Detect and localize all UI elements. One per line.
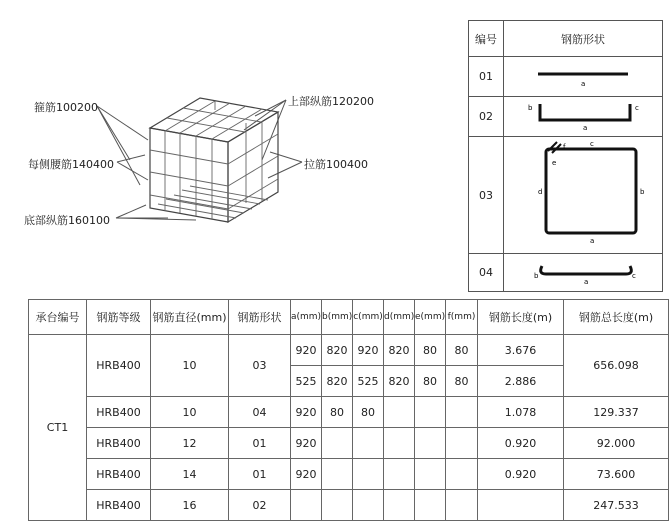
shape-num: 01 bbox=[469, 57, 504, 97]
length-cell: 3.676 bbox=[478, 335, 564, 366]
c-cell bbox=[353, 428, 384, 459]
grade-cell: HRB400 bbox=[87, 459, 151, 490]
header-diameter: 钢筋直径(mm) bbox=[151, 300, 229, 335]
d-cell bbox=[384, 459, 415, 490]
e-cell bbox=[415, 490, 446, 521]
shape-cell: 01 bbox=[229, 428, 291, 459]
b-cell: 820 bbox=[322, 366, 353, 397]
b-cell: 820 bbox=[322, 335, 353, 366]
diameter-cell: 12 bbox=[151, 428, 229, 459]
shape-diagram-04 bbox=[504, 253, 663, 291]
d-cell bbox=[384, 490, 415, 521]
header-a: a(mm) bbox=[291, 300, 322, 335]
diameter-cell: 10 bbox=[151, 335, 229, 397]
grade-cell: HRB400 bbox=[87, 428, 151, 459]
f-cell bbox=[446, 459, 478, 490]
a-cell: 920 bbox=[291, 428, 322, 459]
shape-diagram-03 bbox=[504, 137, 663, 253]
c-cell: 920 bbox=[353, 335, 384, 366]
d-cell: 820 bbox=[384, 335, 415, 366]
label-bottom-longitudinal: 底部纵筋160100 bbox=[24, 214, 110, 227]
shape-04-mark-b: b bbox=[534, 271, 539, 280]
label-tie: 拉筋100400 bbox=[304, 158, 368, 171]
header-e: e(mm) bbox=[415, 300, 446, 335]
e-cell bbox=[415, 397, 446, 428]
table-row bbox=[29, 490, 669, 521]
shape-cell: 02 bbox=[229, 490, 291, 521]
shape-row bbox=[469, 253, 663, 291]
a-cell bbox=[291, 490, 322, 521]
header-d: d(mm) bbox=[384, 300, 415, 335]
shape-04-svg bbox=[508, 256, 658, 286]
diameter-cell: 14 bbox=[151, 459, 229, 490]
header-grade: 钢筋等级 bbox=[87, 300, 151, 335]
f-cell: 80 bbox=[446, 366, 478, 397]
shape-03-mark-b: b bbox=[640, 187, 645, 196]
rebar-cage-illustration bbox=[0, 0, 460, 290]
shape-03-mark-f: f bbox=[563, 142, 566, 151]
rebar-cage-drawing bbox=[0, 0, 460, 290]
table-row bbox=[29, 397, 669, 428]
shape-table-header bbox=[469, 21, 663, 57]
c-cell bbox=[353, 490, 384, 521]
f-cell bbox=[446, 397, 478, 428]
d-cell bbox=[384, 397, 415, 428]
shape-cell: 03 bbox=[229, 335, 291, 397]
a-cell: 920 bbox=[291, 397, 322, 428]
shape-num: 03 bbox=[469, 137, 504, 253]
header-total-length: 钢筋总长度(m) bbox=[564, 300, 669, 335]
shape-table bbox=[468, 20, 663, 292]
table-row bbox=[29, 459, 669, 490]
e-cell bbox=[415, 428, 446, 459]
diameter-cell: 16 bbox=[151, 490, 229, 521]
b-cell bbox=[322, 459, 353, 490]
b-cell bbox=[322, 428, 353, 459]
total-length-cell: 73.600 bbox=[564, 459, 669, 490]
total-length-cell: 247.533 bbox=[564, 490, 669, 521]
shape-num: 04 bbox=[469, 253, 504, 291]
shape-01-mark-a: a bbox=[581, 80, 586, 89]
total-length-cell: 129.337 bbox=[564, 397, 669, 428]
shape-03-mark-e: e bbox=[552, 158, 557, 167]
shape-header-num: 编号 bbox=[469, 21, 504, 57]
label-side-waist: 每侧腰筋140400 bbox=[28, 158, 114, 171]
f-cell bbox=[446, 428, 478, 459]
platform-id-cell: CT1 bbox=[29, 335, 87, 521]
shape-01-svg bbox=[508, 60, 658, 90]
c-cell: 80 bbox=[353, 397, 384, 428]
shape-02-mark-a: a bbox=[583, 124, 588, 133]
header-c: c(mm) bbox=[353, 300, 384, 335]
length-cell: 0.920 bbox=[478, 459, 564, 490]
header-shape: 钢筋形状 bbox=[229, 300, 291, 335]
e-cell: 80 bbox=[415, 366, 446, 397]
shape-row bbox=[469, 97, 663, 137]
b-cell bbox=[322, 490, 353, 521]
total-length-cell: 92.000 bbox=[564, 428, 669, 459]
d-cell bbox=[384, 428, 415, 459]
rebar-schedule-table bbox=[28, 299, 669, 521]
total-length-cell: 656.098 bbox=[564, 335, 669, 397]
f-cell: 80 bbox=[446, 335, 478, 366]
shape-03-svg bbox=[508, 139, 658, 249]
grade-cell: HRB400 bbox=[87, 397, 151, 428]
grade-cell: HRB400 bbox=[87, 490, 151, 521]
shape-diagram-02 bbox=[504, 97, 663, 137]
grade-cell: HRB400 bbox=[87, 335, 151, 397]
table-row bbox=[29, 335, 669, 366]
shape-03-mark-a: a bbox=[590, 236, 595, 245]
header-length: 钢筋长度(m) bbox=[478, 300, 564, 335]
b-cell: 80 bbox=[322, 397, 353, 428]
label-stirrup: 箍筋100200 bbox=[34, 101, 98, 114]
c-cell bbox=[353, 459, 384, 490]
length-cell bbox=[478, 490, 564, 521]
shape-04-mark-a: a bbox=[584, 277, 589, 286]
c-cell: 525 bbox=[353, 366, 384, 397]
f-cell bbox=[446, 490, 478, 521]
length-cell: 1.078 bbox=[478, 397, 564, 428]
schedule-header-row bbox=[29, 300, 669, 335]
table-row bbox=[29, 428, 669, 459]
header-f: f(mm) bbox=[446, 300, 478, 335]
e-cell bbox=[415, 459, 446, 490]
diameter-cell: 10 bbox=[151, 397, 229, 428]
shape-cell: 01 bbox=[229, 459, 291, 490]
d-cell: 820 bbox=[384, 366, 415, 397]
length-cell: 2.886 bbox=[478, 366, 564, 397]
e-cell: 80 bbox=[415, 335, 446, 366]
header-platform-id: 承台编号 bbox=[29, 300, 87, 335]
shape-03-mark-c: c bbox=[590, 139, 594, 148]
shape-num: 02 bbox=[469, 97, 504, 137]
header-b: b(mm) bbox=[322, 300, 353, 335]
shape-02-mark-c: c bbox=[635, 104, 639, 113]
label-top-longitudinal: 上部纵筋120200 bbox=[288, 95, 374, 108]
a-cell: 920 bbox=[291, 335, 322, 366]
shape-03-mark-d: d bbox=[538, 187, 543, 196]
shape-02-svg bbox=[508, 98, 658, 132]
shape-row bbox=[469, 57, 663, 97]
length-cell: 0.920 bbox=[478, 428, 564, 459]
shape-header-shape: 钢筋形状 bbox=[504, 21, 663, 57]
shape-row bbox=[469, 137, 663, 253]
shape-cell: 04 bbox=[229, 397, 291, 428]
shape-04-mark-c: c bbox=[632, 271, 636, 280]
a-cell: 525 bbox=[291, 366, 322, 397]
shape-diagram-01 bbox=[504, 57, 663, 97]
shape-02-mark-b: b bbox=[528, 104, 533, 113]
a-cell: 920 bbox=[291, 459, 322, 490]
